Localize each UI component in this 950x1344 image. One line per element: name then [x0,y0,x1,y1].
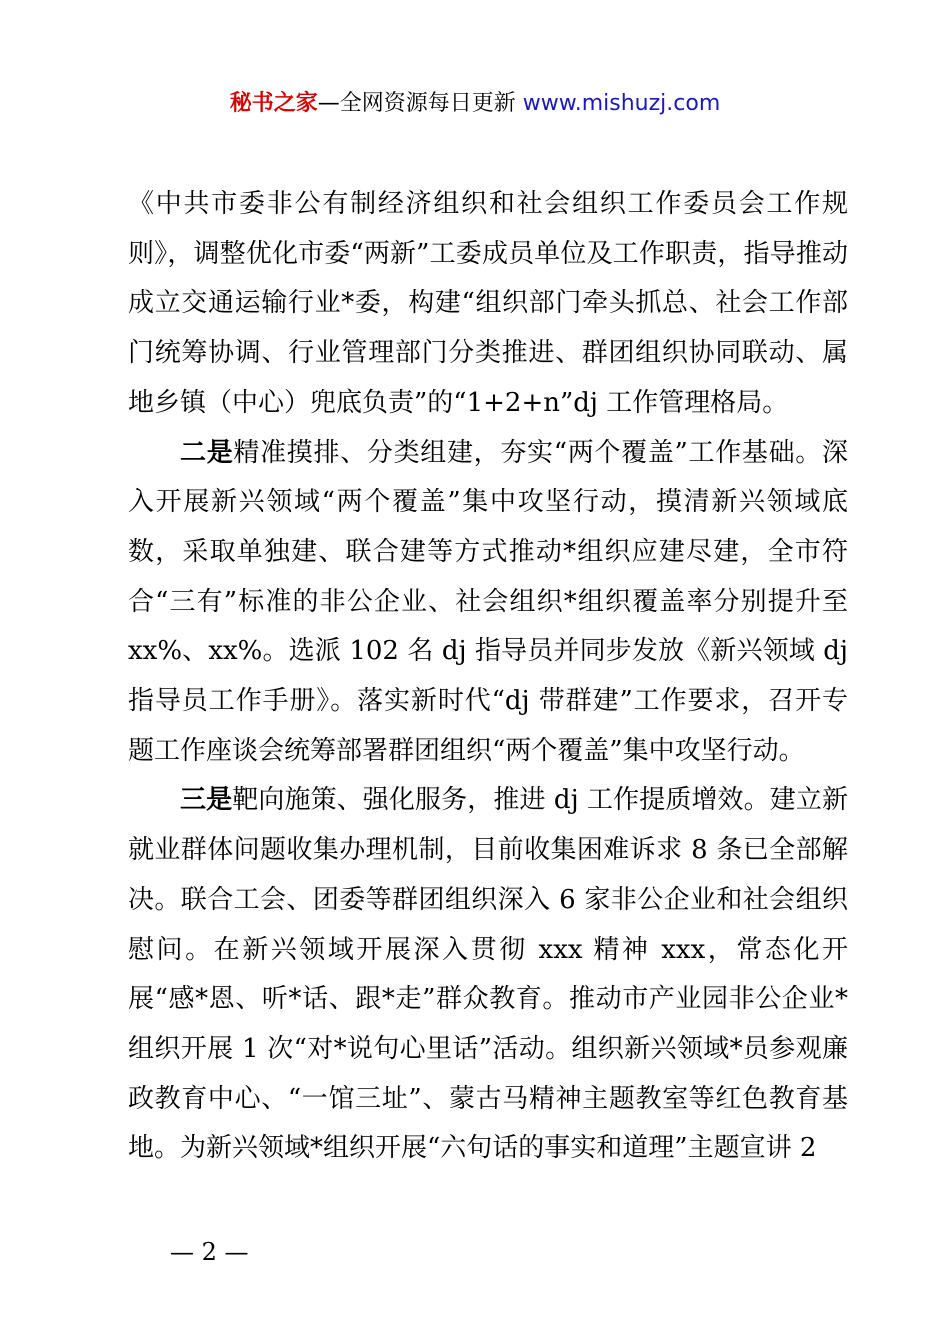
page-number: — 2 — [170,1238,249,1266]
page-header [0,86,950,122]
paragraph-2-lead: 二是 [180,437,234,468]
website-link[interactable]: www.mishuzj.com [522,91,721,116]
paragraph-3-text: 靶向施策、强化服务，推进 dj 工作提质增效。建立新就业群体问题收集办理机制，目前收集困难诉求 8 条已全部解决。联合工会、团委等群团组织深入 6 家非公企业和社会组织慰问。在新兴领域开展深入贯彻 xxx 精神 xxx，常态化开展“感*恩、听*话、跟*走”群众教育。推动市产业园非公企业*组织开展 1 次“对*说句心里话”活动。组织新兴领域*员参观廉政教育中心、“一馆三址”、蒙古马精神主题教室等红色教育基地。为新兴领域*组织开展“六句话的事实和道理”主题宣讲 2 [128,785,848,1164]
brand-name: 秘书之家 [229,91,318,116]
paragraph-2 [128,429,848,777]
paragraph-3-lead: 三是 [180,785,233,816]
paragraph-2-text: 精准摸排、分类组建，夯实“两个覆盖”工作基础。深入开展新兴领域“两个覆盖”集中攻坚行动，摸清新兴领域底数，采取单独建、联合建等方式推动*组织应建尽建，全市符合“三有”标准的非公企业、社会组织*组织覆盖率分别提升至 xx%、xx%。选派 102 名 dj 指导员并同步发放《新兴领域 dj 指导员工作手册》。落实新时代“dj 带群建”工作要求，召开专题工作座谈会统筹部署群团组织“两个覆盖”集中攻坚行动。 [128,437,848,766]
paragraph-3 [128,776,848,1174]
paragraph-1: 《中共市委非公有制经济组织和社会组织工作委员会工作规则》，调整优化市委“两新”工委成员单位及工作职责，指导推动成立交通运输行业*委，构建“组织部门牵头抓总、社会工作部门统筹协调、行业管理部门分类推进、群团组织协同联动、属地乡镇（中心）兜底负责”的“1+2+n”dj 工作管理格局。 [128,189,848,418]
document-body [128,180,848,1174]
header-tagline: —全网资源每日更新 [317,91,516,116]
